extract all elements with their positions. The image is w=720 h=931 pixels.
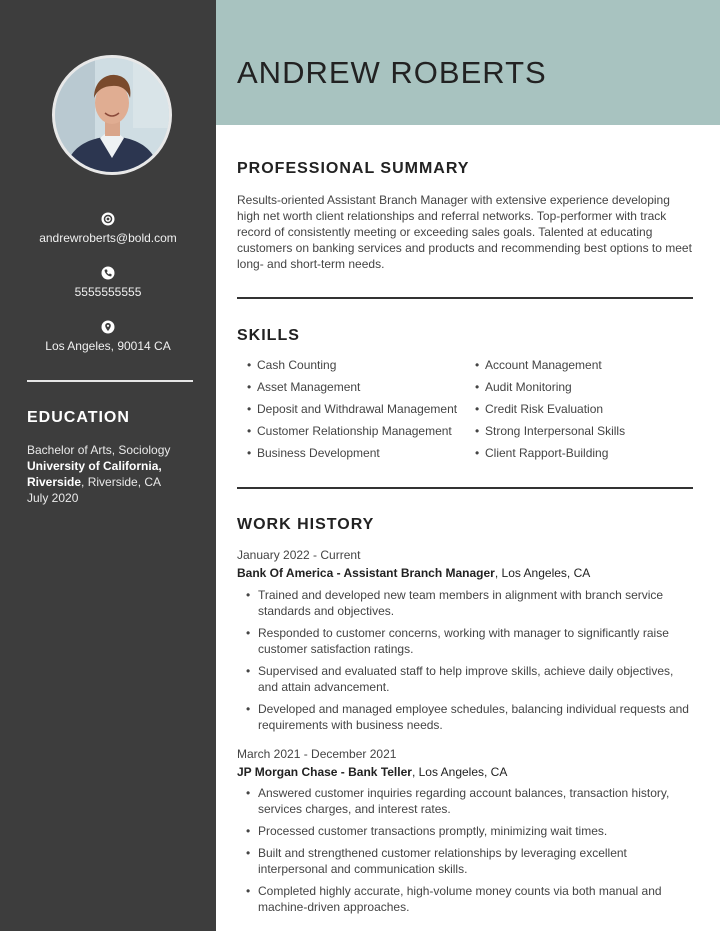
job-bullet: • Developed and managed employee schedules, balancing individual requests and requirements with business needs.: [258, 701, 696, 733]
job-bullets: [258, 587, 696, 739]
sidebar-divider: [27, 380, 193, 382]
job-bullet: • Processed customer transactions promptly, minimizing wait times.: [258, 823, 696, 839]
skill-item: • Strong Interpersonal Skills: [485, 424, 625, 438]
section-divider: [237, 487, 693, 489]
skill-item: • Cash Counting: [257, 358, 336, 372]
job-bullet: • Completed highly accurate, high-volume money counts via both manual and machine-driven approaches.: [258, 883, 696, 915]
job-location: , Los Angeles, CA: [411, 765, 508, 779]
education-heading: EDUCATION: [27, 409, 130, 426]
work-heading: WORK HISTORY: [237, 516, 375, 533]
job-bullet: • Responded to customer concerns, working with manager to significantly raise customer satisfaction ratings.: [258, 625, 696, 657]
job-bullet: • Supervised and evaluated staff to help improve skills, achieve daily objectives, and attain advancement.: [258, 663, 696, 695]
phone-text: 5555555555: [74, 285, 142, 299]
skills-heading: SKILLS: [237, 327, 300, 344]
skill-item: • Client Rapport-Building: [485, 446, 608, 460]
job-bullet: • Trained and developed new team members in alignment with branch service standards and objectives.: [258, 587, 696, 619]
section-divider: [237, 297, 693, 299]
skill-item: • Customer Relationship Management: [257, 424, 452, 438]
map-pin-icon: [101, 320, 115, 334]
summary-text: Results-oriented Assistant Branch Manager with extensive experience developing high net worth client relationships and referral networks. Top-performer with track record of consistently meeting or exceeding sales goals. Talented at educating customers on banking services and products and recommending best options to meet long- and short-term needs.: [237, 193, 692, 271]
job-title-line: [237, 765, 507, 779]
education-city: , Riverside, CA: [81, 475, 162, 489]
location-text: Los Angeles, 90014 CA: [45, 339, 171, 353]
skill-item: • Audit Monitoring: [485, 380, 572, 394]
job-employer-title: JP Morgan Chase - Bank Teller: [237, 765, 412, 779]
sidebar: [0, 0, 216, 931]
skill-item: • Asset Management: [257, 380, 360, 394]
skill-item: • Credit Risk Evaluation: [485, 402, 603, 416]
skill-item: • Business Development: [257, 446, 380, 460]
education-school: University of California, Riverside: [27, 459, 162, 489]
education-degree: Bachelor of Arts, Sociology: [27, 443, 171, 457]
education-date: July 2020: [27, 491, 79, 505]
job-bullets: [258, 785, 696, 921]
contact-phone: [0, 266, 216, 299]
job-title-line: [237, 566, 590, 580]
candidate-name: ANDREW ROBERTS: [237, 55, 547, 90]
at-icon: [101, 212, 115, 226]
job-bullet: • Answered customer inquiries regarding account balances, transaction history, services charges, and interest rates.: [258, 785, 696, 817]
contact-location: [0, 320, 216, 353]
job-dates: January 2022 - Current: [237, 548, 361, 562]
job-employer-title: Bank Of America - Assistant Branch Manager: [237, 566, 495, 580]
education-entry: [27, 442, 202, 506]
education-school-line: [27, 458, 202, 490]
summary-heading: PROFESSIONAL SUMMARY: [237, 160, 470, 177]
job-bullet: • Built and strengthened customer relationships by leveraging excellent interpersonal and communication skills.: [258, 845, 696, 877]
phone-icon: [101, 266, 115, 280]
portrait-image: [55, 58, 169, 172]
job-location: , Los Angeles, CA: [494, 566, 591, 580]
email-text: andrewroberts@bold.com: [39, 231, 177, 245]
name-header: [216, 0, 720, 125]
skill-item: • Account Management: [485, 358, 602, 372]
contact-email: [0, 212, 216, 245]
profile-photo: [52, 55, 172, 175]
job-dates: March 2021 - December 2021: [237, 747, 397, 761]
skill-item: • Deposit and Withdrawal Management: [257, 402, 457, 416]
